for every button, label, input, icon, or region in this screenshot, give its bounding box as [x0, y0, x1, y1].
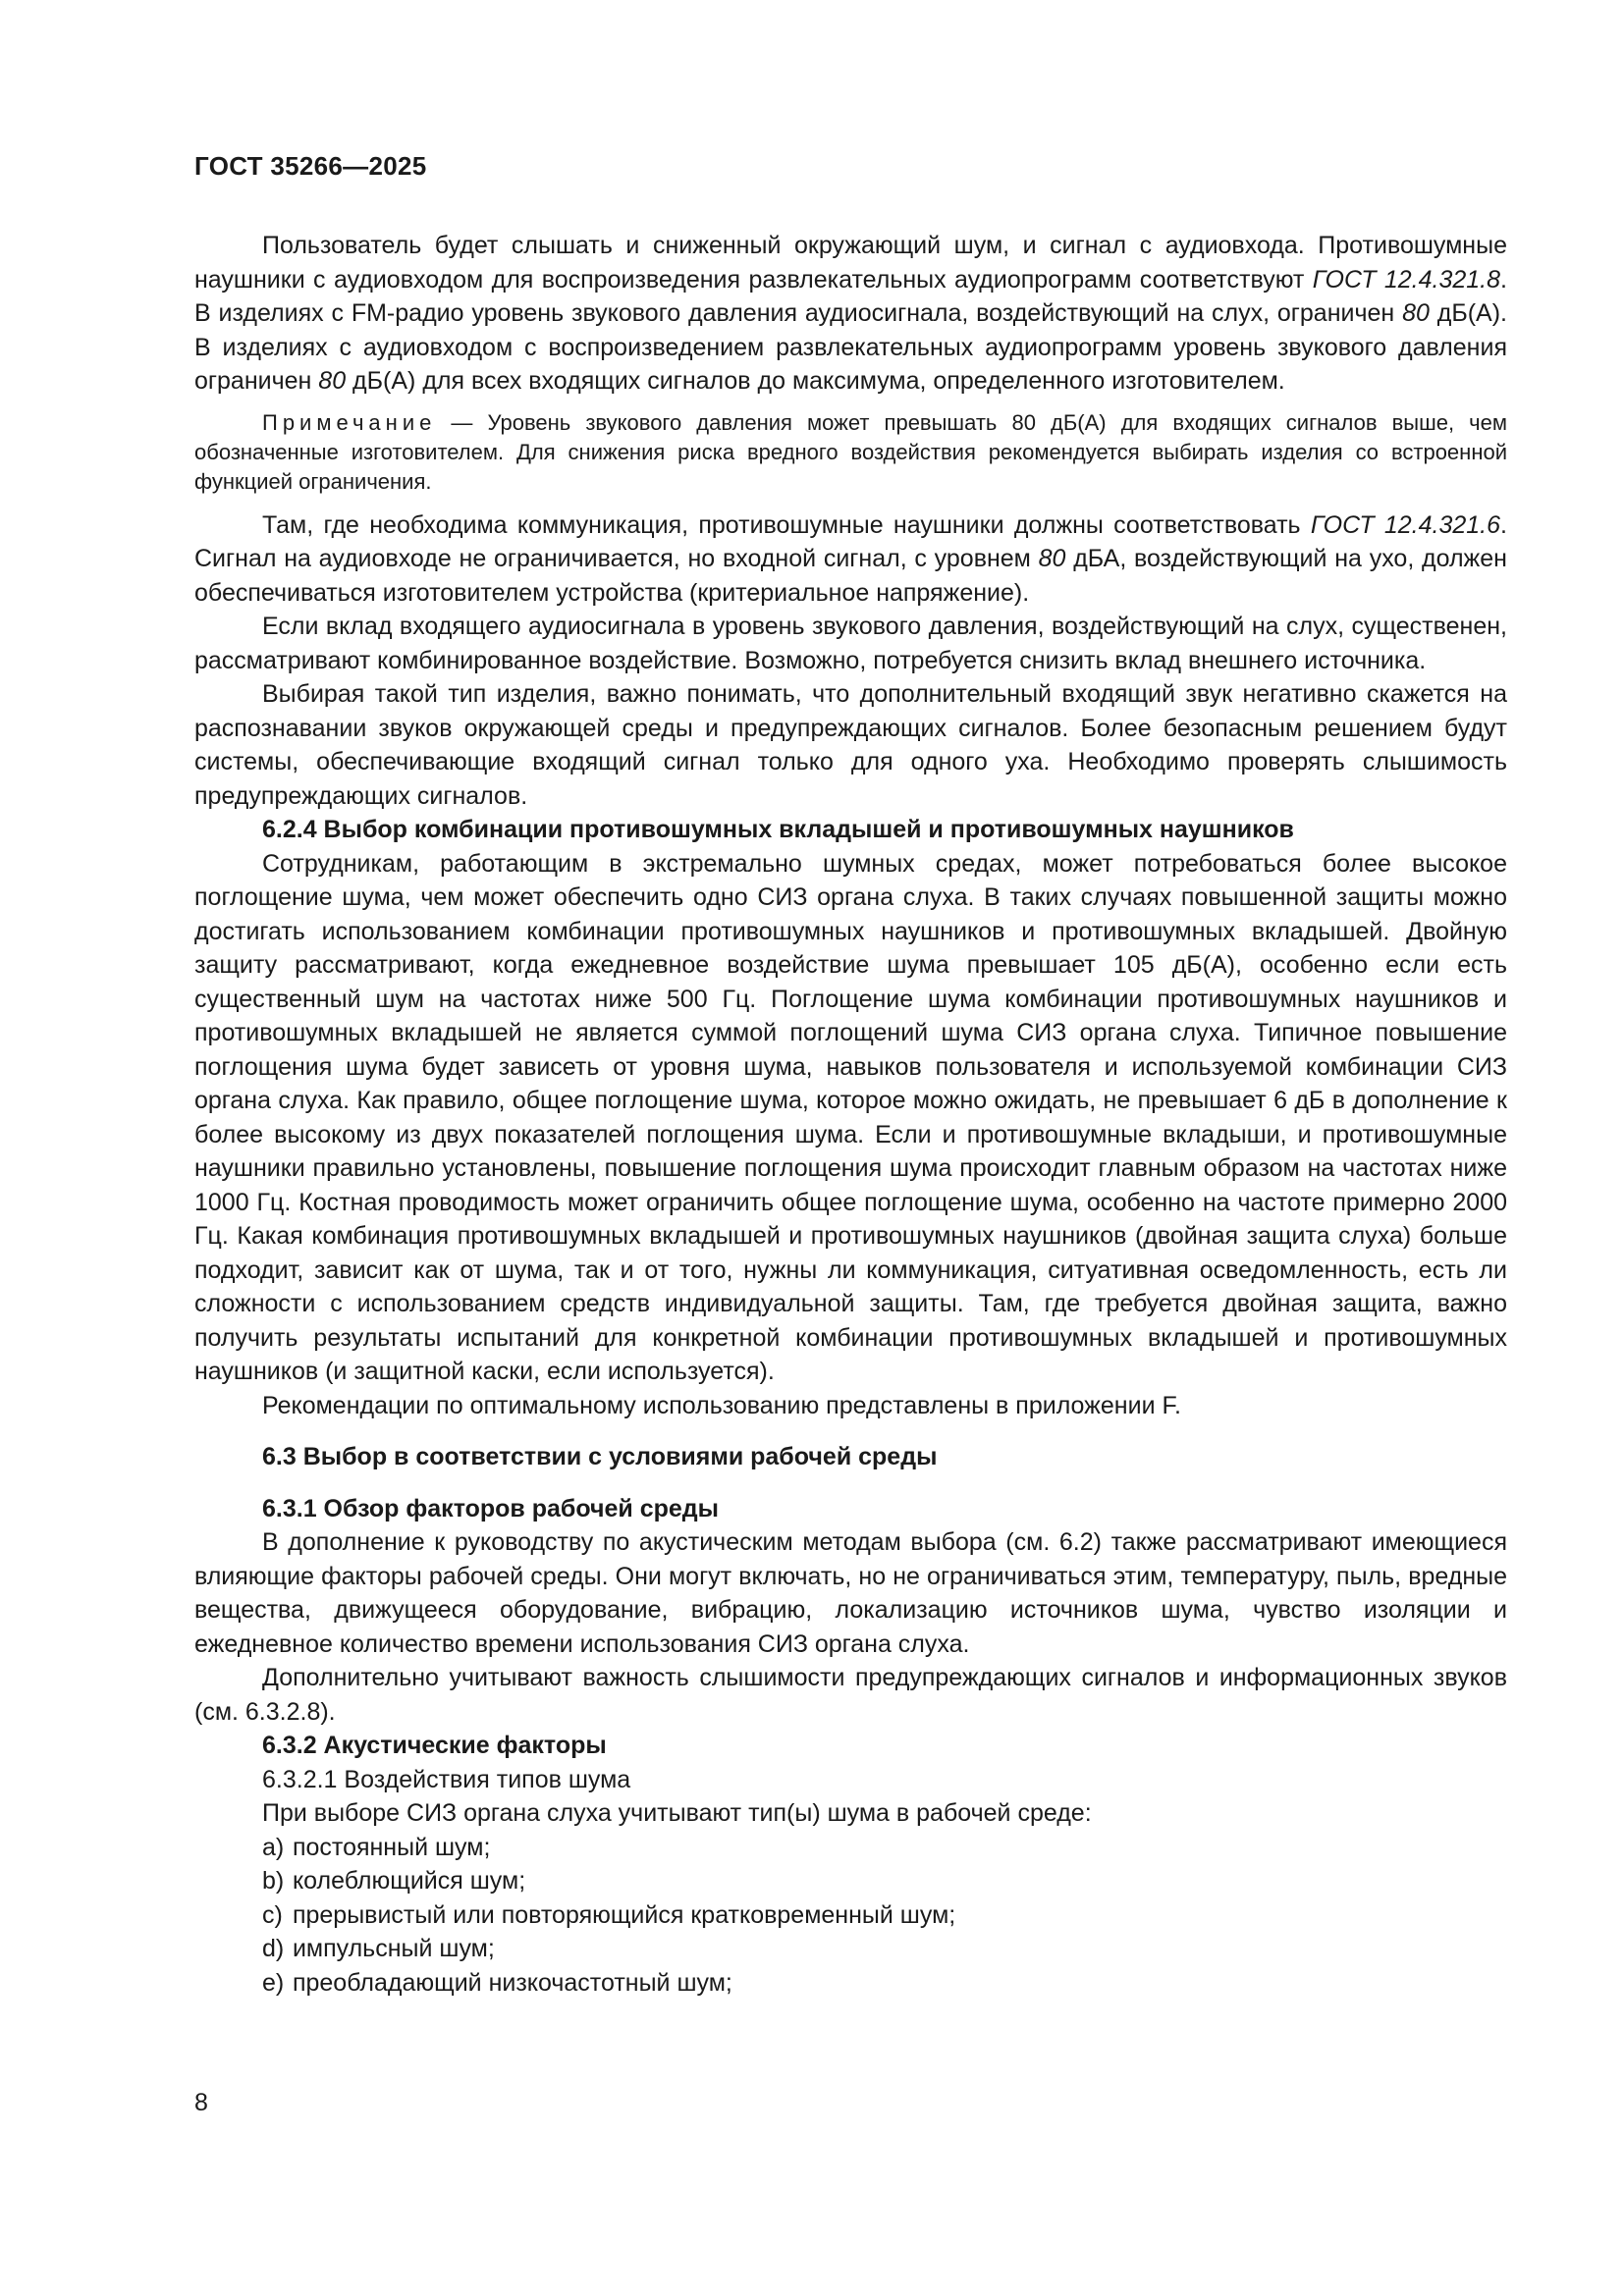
standard-reference: ГОСТ 12.4.321.6: [1310, 510, 1501, 539]
section-6-3-2-1-title: 6.3.2.1 Воздействия типов шума: [262, 1765, 631, 1793]
standard-reference: ГОСТ 12.4.321.8: [1312, 265, 1501, 294]
page-number: 8: [194, 2089, 208, 2116]
list-item: e) преобладающий низкочастотный шум;: [262, 1968, 732, 1997]
page-content: [194, 229, 1507, 2000]
note-label: Примечание: [262, 409, 437, 435]
paragraph-signal-audibility: Дополнительно учитывают важность слышимости предупреждающих сигналов и информационных звуков (см. 6.3.2.8).: [194, 1664, 1507, 1726]
list-item: a) постоянный шум;: [262, 1833, 491, 1861]
section-6-3-heading: 6.3 Выбор в соответствии с условиями рабочей среды: [262, 1443, 938, 1470]
section-6-3-2-heading: 6.3.2 Акустические факторы: [262, 1732, 607, 1759]
section-6-2-4-heading: 6.2.4 Выбор комбинации противошумных вкладышей и противошумных наушников: [262, 816, 1294, 843]
paragraph-recommendations: Рекомендации по оптимальному использованию представлены в приложении F.: [262, 1391, 1181, 1419]
paragraph-audio-input: Пользователь будет слышать и сниженный окружающий шум, и сигнал с аудиовхода. Противошумные наушники с аудиовходом для воспроизведения развлекательных аудиопрограмм соответствуют ГОСТ 12.4.321.8. В изделиях с FM-радио уровень звукового давления аудиосигнала, воздействующий на слух, ограничен 80 дБ(А). В изделиях с аудиовходом с воспроизведением развлекательных аудиопрограмм уровень звукового давления ограничен 80 дБ(А) для всех входящих сигналов до максимума, определенного изготовителем.: [194, 232, 1508, 395]
list-item: c) прерывистый или повторяющийся кратковременный шум;: [262, 1900, 956, 1929]
paragraph-warning-signals: Выбирая такой тип изделия, важно понимать, что дополнительный входящий звук негативно скажется на распознавании звуков окружающей среды и предупреждающих сигналов. Более безопасным решением будут системы, обеспечивающие входящий сигнал только для одного уха. Необходимо проверять слышимость предупреждающих сигналов.: [194, 680, 1507, 810]
note: [194, 408, 1507, 497]
section-6-3-1-heading: 6.3.1 Обзор факторов рабочей среды: [262, 1494, 720, 1522]
note-text: — Уровень звукового давления может превышать 80 дБ(А) для входящих сигналов выше, чем обозначенные изготовителем. Для снижения риска вредного воздействия рекомендуется выбирать изделия со встроенной функцией ограничения.: [194, 409, 1507, 494]
paragraph-communication: Там, где необходима коммуникация, противошумные наушники должны соответствовать ГОСТ 12.4.321.6. Сигнал на аудиовходе не ограничивается, но входной сигнал, с уровнем 80 дБА, воздействующий на ухо, должен обеспечиваться изготовителем устройства (критериальное напряжение).: [194, 510, 1507, 607]
paragraph-combined-exposure: Если вклад входящего аудиосигнала в уровень звукового давления, воздействующий на слух, существенен, рассматривают комбинированное воздействие. Возможно, потребуется снизить вклад внешнего источника.: [194, 613, 1507, 674]
paragraph-environment-factors: В дополнение к руководству по акустическим методам выбора (см. 6.2) также рассматривают имеющиеся влияющие факторы рабочей среды. Они могут включать, но не ограничиваться этим, температуру, пыль, вредные вещества, движущееся оборудование, вибрацию, локализацию источников шума, чувство изоляции и ежедневное количество времени использования СИЗ органа слуха.: [194, 1528, 1507, 1658]
document-header: ГОСТ 35266—2025: [194, 151, 427, 181]
list-item: b) колеблющийся шум;: [262, 1867, 526, 1895]
noise-types-intro: При выборе СИЗ органа слуха учитывают тип(ы) шума в рабочей среде:: [262, 1799, 1092, 1827]
paragraph-double-protection: Сотрудникам, работающим в экстремально шумных средах, может потребоваться более высокое поглощение шума, чем может обеспечить одно СИЗ органа слуха. В таких случаях повышенной защиты можно достигать использованием комбинации противошумных наушников и противошумных вкладышей. Двойную защиту рассматривают, когда ежедневное воздействие шума превышает 105 дБ(А), особенно если есть существенный шум на частотах ниже 500 Гц. Поглощение шума комбинации противошумных наушников и противошумных вкладышей не является суммой поглощений шума СИЗ органа слуха. Типичное повышение поглощения шума будет зависеть от уровня шума, навыков пользователя и используемой комбинации СИЗ органа слуха. Как правило, общее поглощение шума, которое можно ожидать, не превышает 6 дБ в дополнение к более высокому из двух показателей поглощения шума. Если и противошумные вкладыши, и противошумные наушники правильно установлены, повышение поглощения шума происходит главным образом на частотах ниже 1000 Гц. Костная проводимость может ограничить общее поглощение шума, особенно на частоте примерно 2000 Гц. Какая комбинация противошумных вкладышей и противошумных наушников (двойная защита слуха) больше подходит, зависит как от шума, так и от того, нужны ли коммуникация, ситуативная осведомленность, есть ли сложности с использованием средств индивидуальной защиты. Там, где требуется двойная защита, важно получить результаты испытаний для конкретной комбинации противошумных вкладышей и противошумных наушников (и защитной каски, если используется).: [194, 849, 1507, 1385]
list-item: d) импульсный шум;: [262, 1935, 495, 1962]
